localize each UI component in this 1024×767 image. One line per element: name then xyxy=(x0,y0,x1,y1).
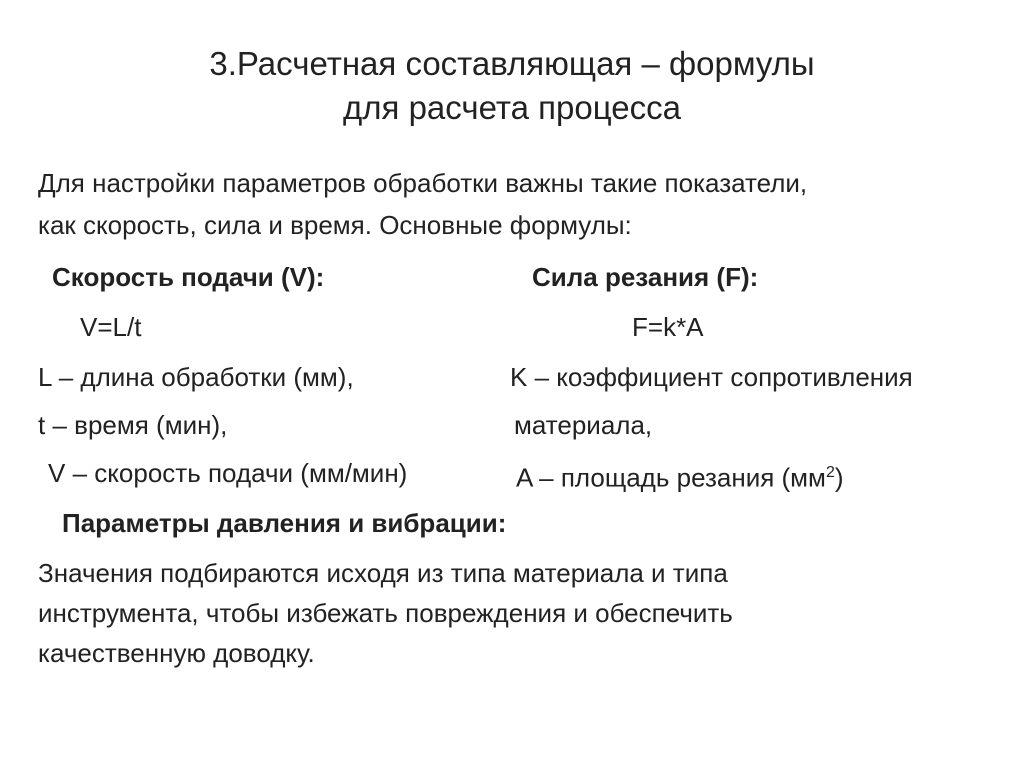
pressure-line-1: Значения подбираются исходя из типа материала и типа xyxy=(38,558,728,588)
force-var-k-line-2: материала, xyxy=(514,410,653,440)
force-heading: Сила резания (F): xyxy=(532,262,759,292)
slide-title xyxy=(0,42,1024,130)
speed-var-v: V – скорость подачи (мм/мин) xyxy=(48,458,408,488)
speed-var-t: t – время (мин), xyxy=(38,410,228,440)
pressure-line-2: инструмента, чтобы избежать повреждения и обеспечить xyxy=(38,598,733,628)
force-formula: F=k*A xyxy=(632,312,704,342)
title-line-1: 3.Расчетная составляющая – формулы xyxy=(209,45,815,82)
force-var-k-line-1: K – коэффициент сопротивления xyxy=(510,362,913,392)
force-var-a-close: ) xyxy=(834,462,844,493)
force-var-a-text: A – площадь резания (мм xyxy=(516,462,826,493)
intro-line-1: Для настройки параметров обработки важны такие показатели, xyxy=(38,168,808,198)
pressure-heading: Параметры давления и вибрации: xyxy=(62,508,507,538)
force-var-a xyxy=(516,456,844,495)
speed-formula: V=L/t xyxy=(80,312,142,342)
intro-line-2: как скорость, сила и время. Основные формулы: xyxy=(38,210,632,240)
speed-heading: Скорость подачи (V): xyxy=(52,262,325,292)
title-line-2: для расчета процесса xyxy=(343,89,681,126)
speed-var-l: L – длина обработки (мм), xyxy=(38,362,354,392)
pressure-line-3: качественную доводку. xyxy=(38,638,315,668)
force-var-a-sup: 2 xyxy=(825,464,835,481)
